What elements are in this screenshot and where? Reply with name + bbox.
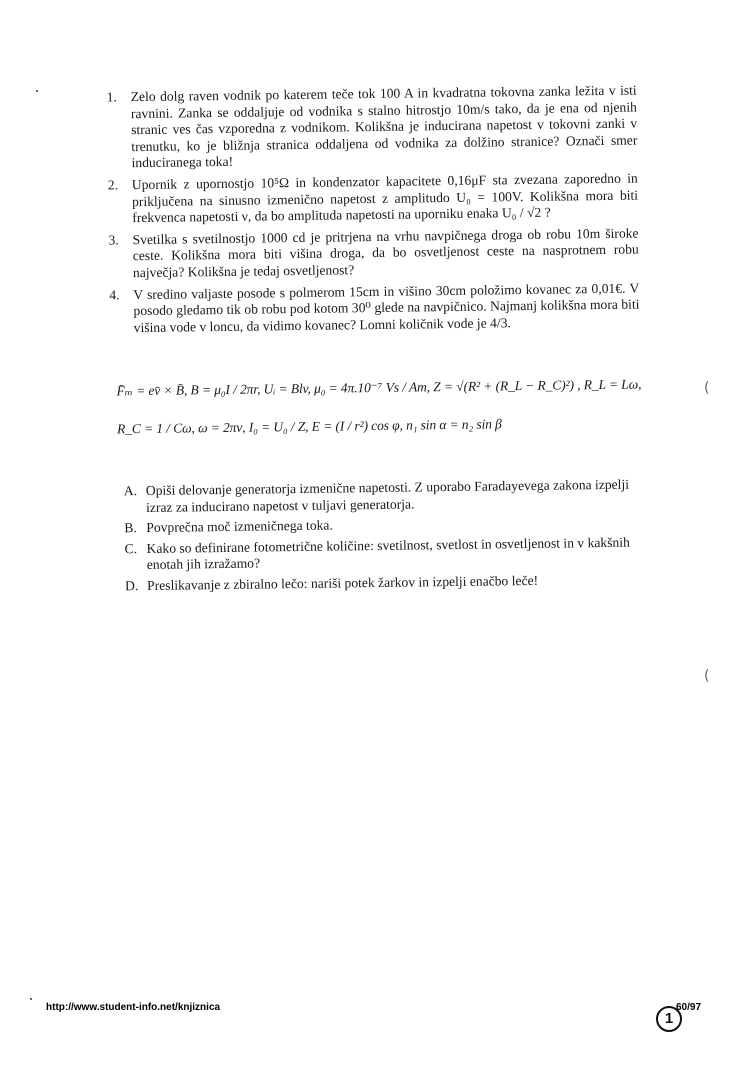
problem-number: 2. bbox=[107, 177, 119, 193]
page-number: 60/97 bbox=[676, 1002, 702, 1013]
problem-2 bbox=[108, 171, 639, 228]
question-text: Preslikavanje z zbiralno lečo: nariši potek žarkov in izpelji enačbo leče! bbox=[147, 572, 539, 593]
scan-binder-mark: ( bbox=[704, 380, 710, 396]
problem-text: Svetilka s svetilnostjo 1000 cd je pritrjena na vrhu navpičnega droga ob robu 10m široke ceste. Kolikšna mora biti višina droga, da bo osvetljenost ceste na nasprotnem robu največja? Kolikšna je tedaj osvetljenost? bbox=[132, 225, 639, 281]
theory-question-list bbox=[124, 476, 645, 598]
formula-line-2: R_C = 1 / Cω, ω = 2πν, I₀ = U₀ / Z, E = (I / r²) cos φ, n₁ sin α = n₂ sin β bbox=[116, 416, 502, 437]
question-text: Kako so definirane fotometrične količine: svetilnost, svetlost in osvetljenost in v kakšnih enotah jih izražamo? bbox=[146, 534, 630, 573]
problem-text: Upornik z upornostjo 10⁵Ω in kondenzator kapacitete 0,16μF sta zvezana zaporedno in priključena na sinusno izmenično napetost z amplitudo U₀ = 100V. Kolikšna mora biti frekvenca napetosti ν, da bo amplituda napetosti na uporniku enaka U₀ / √2 ? bbox=[131, 170, 639, 226]
formula-line-1: F̄ₘ = ev̄ × B̄, B = μ₀I / 2πr, Uᵢ = Blv, μ₀ = 4π.10⁻⁷ Vs / Am, Z = √(R² + (R_L − R_C)²) , R_L = Lω, bbox=[116, 376, 642, 399]
question-letter: B. bbox=[124, 520, 137, 536]
question-b bbox=[124, 514, 644, 537]
problem-number: 3. bbox=[108, 232, 119, 248]
question-letter: A. bbox=[123, 483, 138, 499]
question-letter: C. bbox=[124, 540, 138, 557]
question-text: Povprečna moč izmeničnega toka. bbox=[146, 517, 333, 536]
question-c bbox=[125, 534, 645, 574]
question-a bbox=[124, 476, 644, 516]
problem-list bbox=[107, 83, 640, 342]
question-text: Opiši delovanje generatorja izmenične napetosti. Z uporabo Faradayevega zakona izpelji izraz za inducirano napetost v tuljavi generatorja. bbox=[145, 476, 630, 515]
question-letter: D. bbox=[125, 578, 139, 594]
problem-1 bbox=[107, 83, 638, 173]
problem-3 bbox=[108, 225, 639, 282]
problem-4 bbox=[109, 280, 640, 337]
problem-text: Zelo dolg raven vodnik po katerem teče tok 100 A in kvadratna tokovna zanka ležita v isti ravnini. Zanka se oddaljuje od vodnika s stalno hitrostjo 10m/s tako, da je ena od njenih stranic ves čas vzporedna z vodnikom. Kolikšna je inducirana napetost v tokovni zanki v trenutku, ko je bližnja stranica oddaljena od vodnika za dolžino stranice? Označi smer induciranega toka! bbox=[130, 82, 638, 171]
scan-binder-mark: ( bbox=[704, 668, 710, 684]
question-d bbox=[125, 571, 645, 594]
problem-number: 4. bbox=[109, 286, 120, 302]
problem-number: 1. bbox=[106, 89, 118, 105]
problem-text: V sredino valjaste posode s polmerom 15cm in višino 30cm položimo kovanec za 0,01€. V posodo gledamo tik ob robu pod kotom 30⁰ glede na navpičnico. Najmanj kolikšna mora biti višina vode v loncu, da vidimo kovanec? Lomni količnik vode je 4/3. bbox=[133, 280, 640, 335]
scan-speck bbox=[36, 90, 38, 92]
footer-url: http://www.student-info.net/knjiznica bbox=[46, 1002, 221, 1013]
scan-speck bbox=[30, 998, 32, 1000]
formula-sheet bbox=[116, 376, 677, 459]
page-stamp: 1 bbox=[656, 1006, 682, 1032]
